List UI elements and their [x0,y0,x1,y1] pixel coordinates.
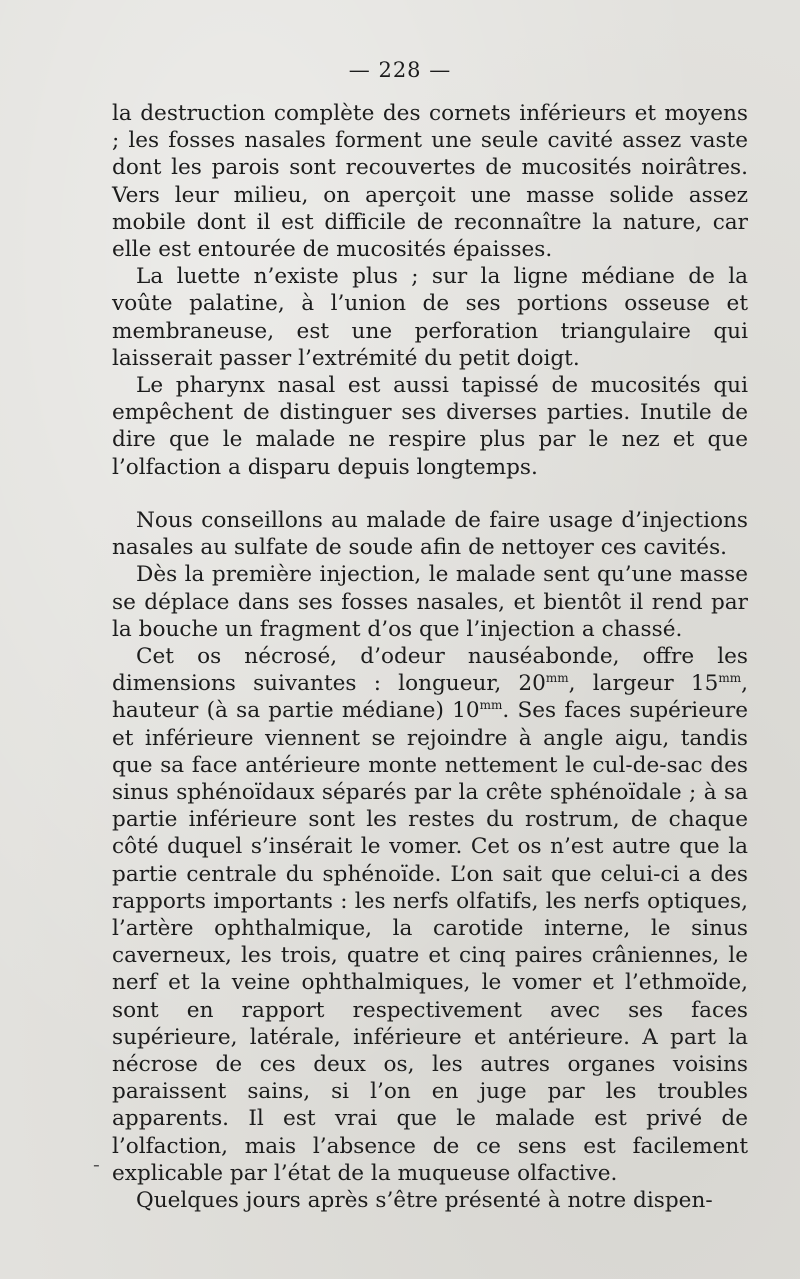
paragraph-2: La luette n’existe plus ; sur la ligne médiane de la voûte palatine, à l’union de ses portions osseuse et membraneuse, est une perforation triangulaire qui laisserait passer l’extrémité du petit doigt. [112,264,748,371]
paragraph-measurements [112,643,748,1187]
width-value: 15 [690,671,719,697]
paragraph-1: la destruction complète des cornets inférieurs et moyens ; les fosses nasales forment une seule cavité assez vaste dont les parois sont recouvertes de mucosités noirâtres. Vers leur milieu, on aperçoit une masse solide assez mobile dont il est difficile de reconnaître la nature, car elle est entourée de mucosités épaisses. [112,101,748,263]
height-unit: mm [479,698,503,713]
paragraph-3: Le pharynx nasal est aussi tapissé de mucosités qui empêchent de distinguer ses diverses parties. Inutile de dire que le malade ne respire plus par le nez et que l’olfaction a disparu depuis longtemps. [112,373,748,480]
height-value: 10 [452,698,480,724]
paragraph-last: Quelques jours après s’être présenté à notre dispen- [136,1188,713,1214]
paragraph-4: Nous conseillons au malade de faire usage d’injections nasales au sulfate de soude afin de nettoyer ces cavités. [112,508,748,561]
page-number: — 228 — [348,58,452,82]
measurements-mid-2: , hauteur (à sa partie médiane) [112,671,749,724]
text-block-top [112,100,748,481]
text-block-bottom [112,507,748,1214]
length-value: 20 [518,671,546,697]
paragraph-5: Dès la première injection, le malade sent qu’une masse se déplace dans ses fosses nasales, et bientôt il rend par la bouche un fragment d’os que l’injection a chassé. [112,562,748,642]
measurements-intro: Cet os nécrosé, d’odeur nauséabonde, offre les dimensions suivantes : longueur, [112,644,748,697]
measurements-mid-1: , largeur [568,671,691,697]
measurements-rest: . Ses faces supérieure et inférieure viennent se rejoindre à angle aigu, tandis que sa face antérieure monte nettement le cul-de-sac des sinus sphénoïdaux séparés par la crête sphénoïdale ; à sa partie inférieure sont les restes du rostrum, de chaque côté duquel s’insérait le vomer. Cet os n’est autre que la partie centrale du sphénoïde. L’on sait que celui-ci a des rapports importants : les nerfs olfatifs, les nerfs optiques, l’artère ophthalmique, la carotide interne, le sinus caverneux, les trois, quatre et cinq paires crâniennes, le nerf et la veine ophthalmiques, le vomer et l’ethmoïde, sont en rapport respectivement avec ses faces supérieure, latérale, inférieure et antérieure. A part la nécrose de ces deux os, les autres organes voisins paraissent sains, si l’on en juge par les troubles apparents. Il est vrai que le malade est privé de l’olfaction, mais l’absence de ce sens est facilement explicable par l’état de la muqueuse olfactive. [112,698,748,1186]
margin-mark: - [93,1152,100,1176]
width-unit: mm [718,671,742,686]
length-unit: mm [545,671,569,686]
